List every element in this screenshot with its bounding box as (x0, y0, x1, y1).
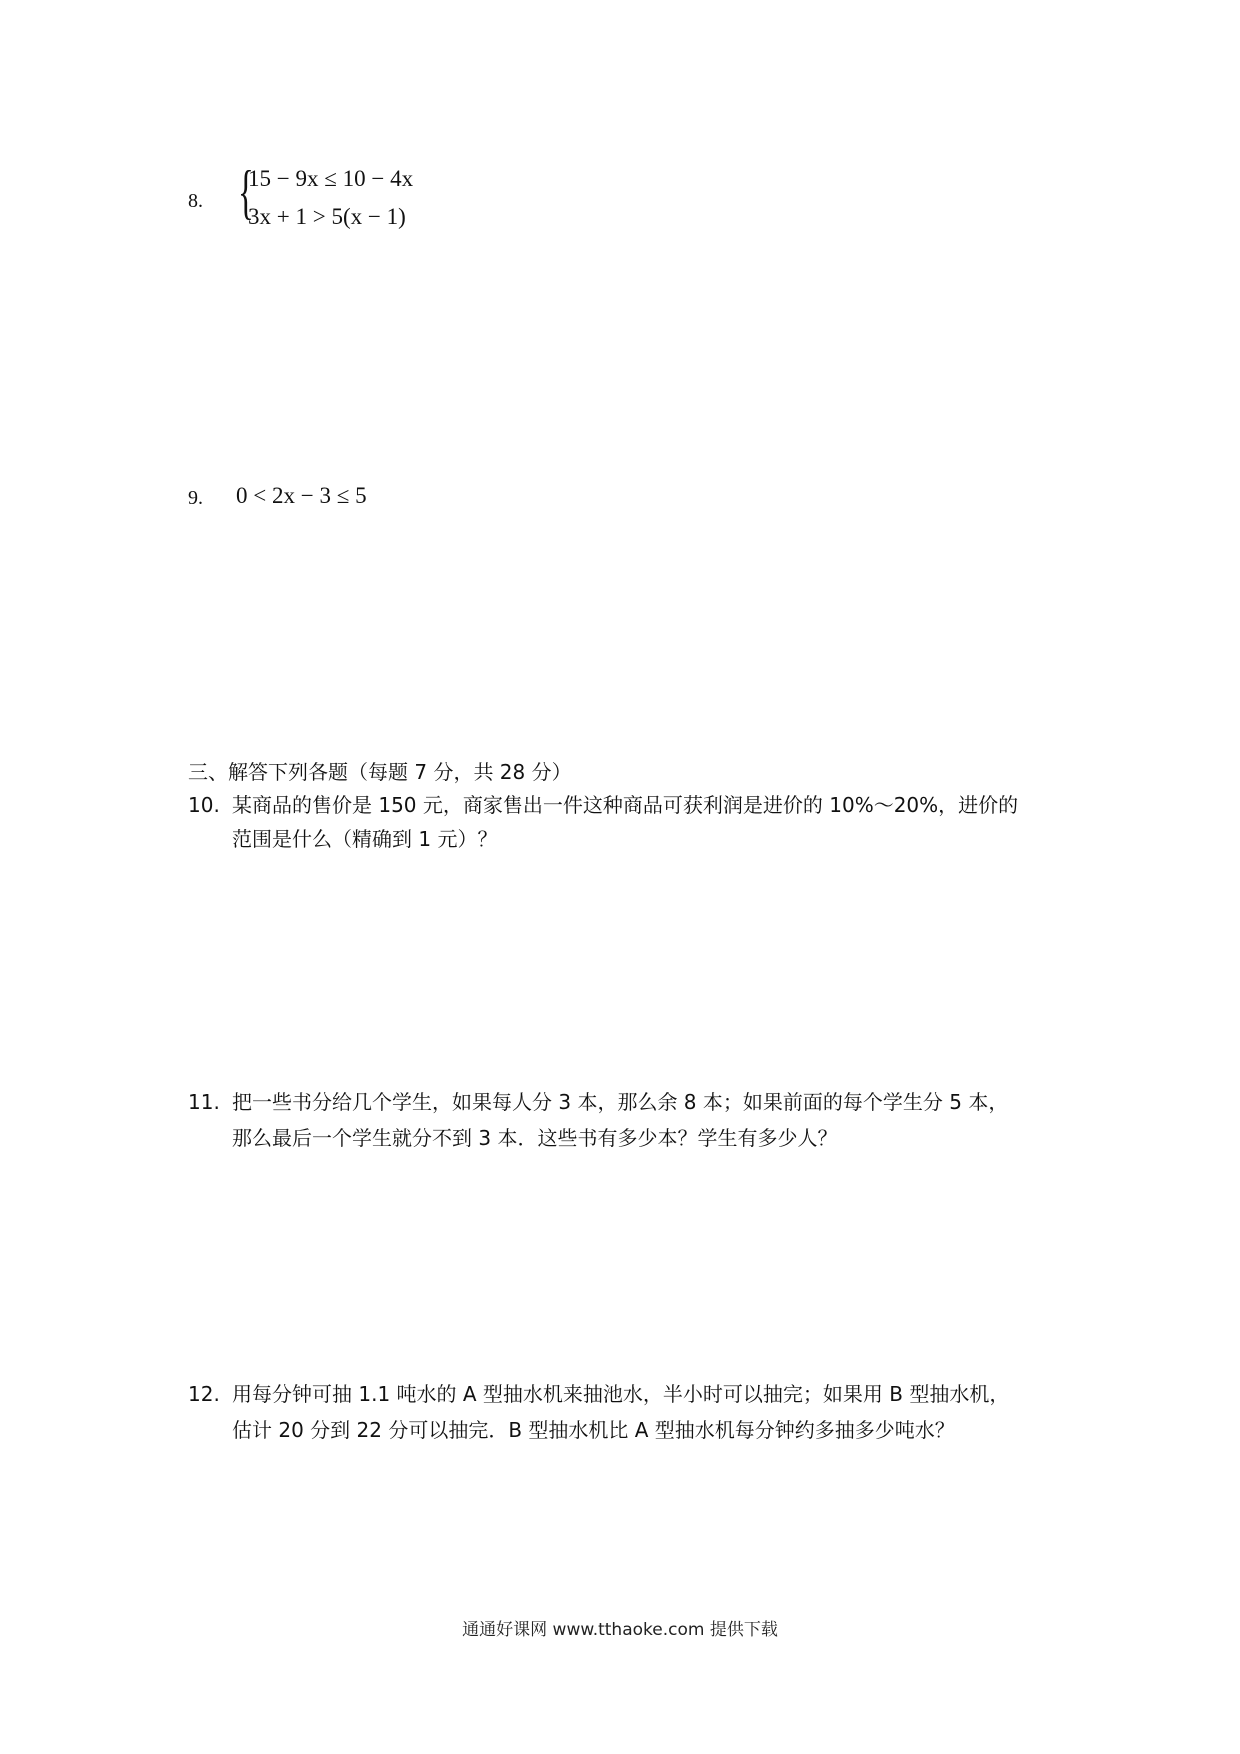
problem-11-line-2: 那么最后一个学生就分不到 3 本．这些书有多少本？学生有多少人？ (232, 1126, 838, 1150)
section-3-title: 三、解答下列各题（每题 7 分，共 28 分） (188, 760, 572, 784)
problem-11-number: 11. (188, 1090, 220, 1114)
problem-10-line-1: 某商品的售价是 150 元，商家售出一件这种商品可获利润是进价的 10%～20%，进价的 (232, 793, 1019, 817)
problem-10-line-2: 范围是什么（精确到 1 元）？ (232, 827, 498, 851)
system-brace: { (238, 159, 254, 225)
problem-8-number: 8. (188, 190, 203, 212)
problem-10-number: 10. (188, 793, 220, 817)
problem-12-line-2: 估计 20 分到 22 分可以抽完．B 型抽水机比 A 型抽水机每分钟约多抽多少吨水？ (232, 1418, 955, 1442)
problem-8-inequality-2: 3x + 1 > 5(x − 1) (248, 204, 406, 229)
problem-9-number: 9. (188, 487, 203, 509)
problem-12-line-1: 用每分钟可抽 1.1 吨水的 A 型抽水机来抽池水，半小时可以抽完；如果用 B 型抽水机， (232, 1382, 1010, 1406)
problem-12-number: 12. (188, 1382, 220, 1406)
problem-11-line-1: 把一些书分给几个学生，如果每人分 3 本，那么余 8 本；如果前面的每个学生分 5 本， (232, 1090, 1009, 1114)
page-footer: 通通好课网 www.tthaoke.com 提供下载 (462, 1620, 778, 1640)
problem-9-inequality: 0 < 2x − 3 ≤ 5 (236, 483, 367, 508)
problem-8-inequality-1: 15 − 9x ≤ 10 − 4x (248, 166, 414, 191)
